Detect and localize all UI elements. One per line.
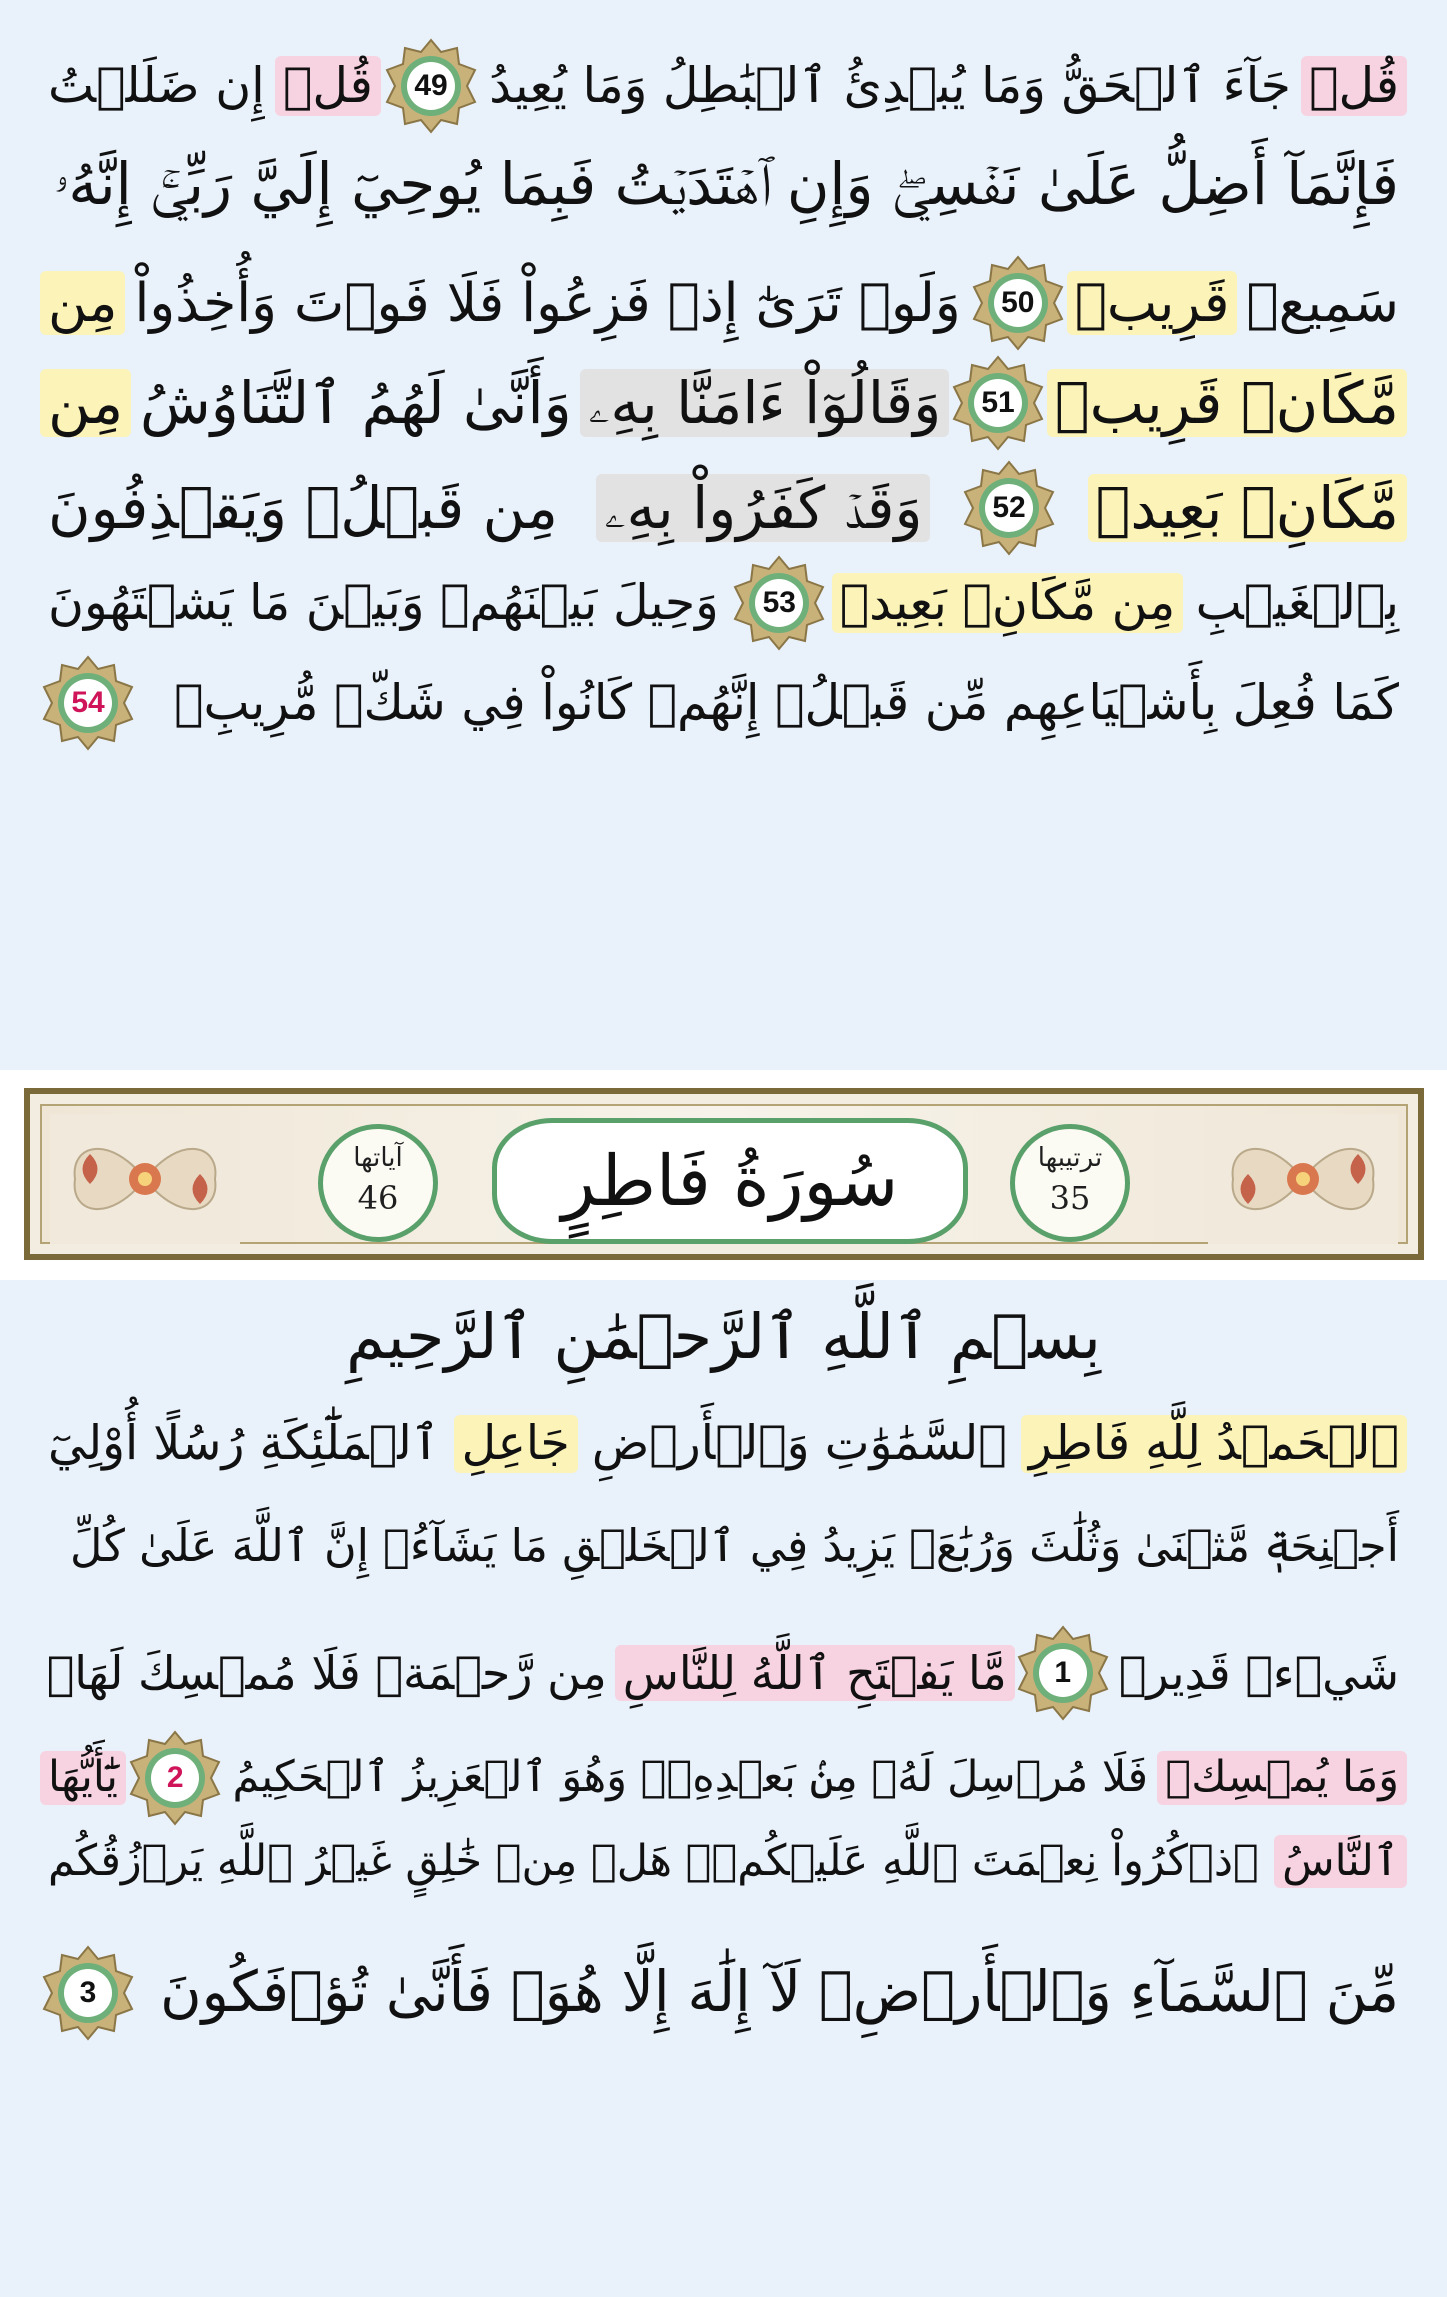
ayah-number-marker[interactable] [961,460,1057,556]
ayah-number: 54 [71,686,105,719]
surah-order-value: 35 [1049,1179,1091,1217]
verse-text: بِٱلۡغَيۡبِ [1195,574,1399,632]
floral-ornament-icon [1208,1114,1398,1244]
highlighted-phrase: قَرِيبٞ [1067,271,1238,335]
highlighted-phrase: ٱلنَّاسُ [1274,1835,1407,1888]
verse-text: جَآءَ ٱلۡحَقُّ وَمَا يُبۡدِئُ ٱلۡبَٰطِلُ وَمَا يُعِيدُ [489,57,1291,115]
highlighted-phrase: وَمَا يُمۡسِكۡ [1157,1751,1407,1804]
verse-line [40,555,1407,651]
verse-line [40,1730,1407,1826]
verse-line [40,460,1407,556]
ayah-number: 3 [79,1976,97,2009]
verse-text: فَإِنَّمَآ أَضِلُّ عَلَىٰ نَفۡسِيۖ وَإِنِ ٱهۡتَدَيۡتُ فَبِمَا يُوحِيٓ إِلَيَّ رَبِّيٓۚ إِنَّهُۥ [53,150,1399,218]
highlighted-phrase: مَّكَانٖ قَرِيبٖ [1047,369,1407,438]
verse-line [40,1625,1407,1721]
verse-line [40,1945,1407,2041]
verse-text: فَلَا مُرۡسِلَ لَهُۥ مِنۢ بَعۡدِهِۦۚ وَهُوَ ٱلۡعَزِيزُ ٱلۡحَكِيمُ [232,1752,1149,1803]
verse-text: شَيۡءٖ قَدِيرٞ [1118,1645,1399,1700]
verse-text: سَمِيعٞ [1246,270,1399,334]
highlighted-phrase: مَّا يَفۡتَحِ ٱللَّهُ لِلنَّاسِ [615,1645,1015,1701]
highlighted-phrase: قُلۡ [275,56,381,115]
ayah-number-marker[interactable] [127,1730,223,1826]
floral-ornament-icon [50,1114,240,1244]
verse-line [40,38,1407,134]
ayah-number-marker[interactable] [383,38,479,134]
ayah-number: 53 [762,586,796,619]
verse-text: مِن قَبۡلُۖ وَيَقۡذِفُونَ [48,473,558,542]
surah-header [24,1088,1424,1260]
verse-line [40,150,1407,219]
ayah-number-marker[interactable] [40,1945,136,2041]
verse-line [40,655,1407,751]
ayah-number-marker[interactable] [40,655,136,751]
surah-header-frame [40,1104,1408,1244]
verse-text: مِّنَ ٱلسَّمَآءِ وَٱلۡأَرۡضِۚ لَآ إِلَٰهَ إِلَّا هُوَۖ فَأَنَّىٰ تُؤۡفَكُونَ [160,1960,1399,2026]
ayah-number-marker[interactable] [950,355,1046,451]
highlighted-phrase: قُلۡ [1301,56,1407,115]
verse-text: ٱلسَّمَٰوَٰتِ وَٱلۡأَرۡضِ [591,1416,1007,1471]
verse-text: مِن رَّحۡمَةٖ فَلَا مُمۡسِكَ لَهَاۖ [46,1645,607,1700]
verse-text: ٱلۡمَلَٰٓئِكَةِ رُسُلًا أُوْلِيٓ [48,1416,440,1471]
verse-text: ٱذۡكُرُواْ نِعۡمَتَ ٱللَّهِ عَلَيۡكُمۡۚ هَلۡ مِنۡ خَٰلِقٍ غَيۡرُ ٱللَّهِ يَرۡزُقُكُم [48,1836,1259,1886]
surah-order-badge [1010,1124,1130,1242]
verse-text: وَأَنَّىٰ لَهُمُ ٱلتَّنَاوُشُ [139,368,572,437]
verse-text: إِن ضَلَلۡتُ [48,57,265,115]
verse-count-label: آياتها [353,1143,403,1173]
highlighted-phrase: مَّكَانِۭ بَعِيدٖ [1088,474,1407,543]
surah-order-label: ترتيبها [1037,1143,1103,1173]
ayah-number: 52 [992,491,1026,524]
highlighted-phrase: وَقَالُوٓاْ ءَامَنَّا بِهِۦ [580,369,949,438]
highlighted-phrase: مِن [40,369,131,438]
ayah-number: 1 [1054,1656,1072,1689]
basmala: بِسۡمِ ٱللَّهِ ٱلرَّحۡمَٰنِ ٱلرَّحِيمِ [346,1300,1101,1373]
highlighted-phrase: مِن مَّكَانِۭ بَعِيدٖ [832,573,1184,632]
highlighted-phrase: وَقَدۡ كَفَرُواْ بِهِۦ [596,474,930,543]
surah-title-cartouche [492,1118,968,1244]
verse-count-value: 46 [357,1179,399,1217]
highlighted-phrase: مِن [40,271,125,335]
verse-line [40,255,1407,351]
ayah-number: 49 [414,69,448,102]
ayah-number-marker[interactable] [731,555,827,651]
verse-text: وَحِيلَ بَيۡنَهُمۡ وَبَيۡنَ مَا يَشۡتَهُونَ [48,574,719,632]
ayah-number: 2 [166,1761,184,1794]
surah-title: سُورَةُ فَاطِرٍ [561,1140,899,1222]
ayah-number: 51 [981,386,1015,419]
verse-line [40,355,1407,451]
highlighted-phrase: ٱلۡحَمۡدُ لِلَّهِ فَاطِرِ [1021,1415,1407,1473]
verse-line [40,1520,1407,1575]
highlighted-phrase: يَٰٓأَيُّهَا [40,1751,126,1804]
ayah-number-marker[interactable] [970,255,1066,351]
highlighted-phrase: جَاعِلِ [454,1415,578,1473]
verse-count-badge [318,1124,438,1242]
verse-line [40,1835,1407,1888]
verse-line [40,1415,1407,1473]
ayah-number: 50 [1001,286,1035,319]
verse-text: وَلَوۡ تَرَىٰٓ إِذۡ فَزِعُواْ فَلَا فَوۡتَ وَأُخِذُواْ [134,270,961,334]
verse-text: كَمَا فُعِلَ بِأَشۡيَاعِهِم مِّن قَبۡلُۚ إِنَّهُمۡ كَانُواْ فِي شَكّٖ مُّرِيبِۭ [174,674,1399,732]
ayah-number-marker[interactable] [1015,1625,1111,1721]
verse-text: أَجۡنِحَةٖ مَّثۡنَىٰ وَثُلَٰثَ وَرُبَٰعَۚ يَزِيدُ فِي ٱلۡخَلۡقِ مَا يَشَآءُۚ إِنَّ ٱللَّهَ عَلَىٰ كُلِّ [70,1521,1399,1572]
